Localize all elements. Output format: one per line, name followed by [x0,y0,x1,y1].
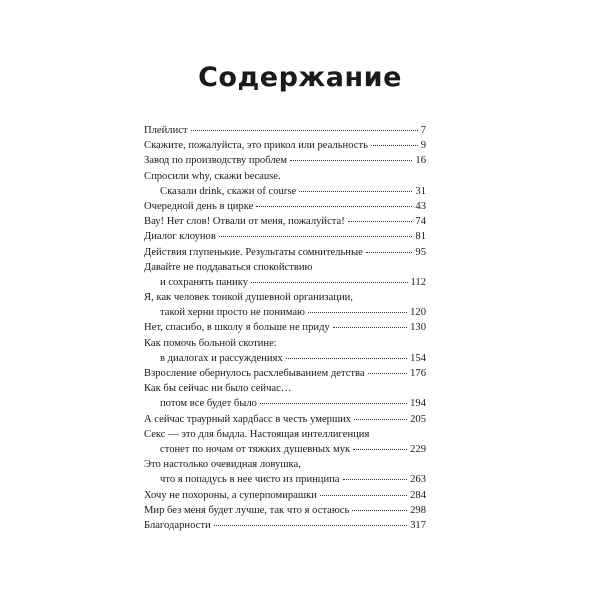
toc-page-number: 95 [415,246,426,258]
toc-entry-title: Очередной день в цирке [144,200,254,212]
toc-entry-title: Нет, спасибо, в школу я больше не приду [144,322,330,334]
toc-page-number: 130 [410,322,426,334]
toc-entry-title: Плейлист [144,125,188,136]
toc-entry-title: Я, как человек тонкой душевной организации, [144,292,353,304]
toc-dot-leader [214,525,407,526]
toc-dot-leader [286,358,407,359]
toc-entry [144,245,426,260]
toc-page-number: 81 [415,231,426,243]
toc-page-number: 263 [410,474,426,486]
toc-entry [144,336,426,366]
toc-entry-title: Спросили why, скажи because. [144,170,281,182]
toc-page-number: 120 [410,307,426,319]
toc-entry-title: что я попадусь в нее чисто из принципа [160,474,340,486]
toc-entry-line [144,427,426,442]
toc-entry [144,412,426,427]
toc-dot-leader [320,495,407,496]
toc-entry-title: Секс — это для быдла. Настоящая интеллигенция [144,428,370,440]
toc-entry-title: Это настолько очевидная ловушка, [144,459,301,471]
toc-entry-title: потом все будет было [160,398,257,410]
toc-entry-line [144,488,426,503]
toc-dot-leader [366,252,413,253]
toc-dot-leader [308,312,407,313]
toc-entry [144,290,426,320]
toc-entry-title: А сейчас траурный хардбасс в честь умерших [144,413,352,425]
toc-entry-line [144,199,426,214]
toc-dot-leader [219,236,413,237]
toc-entry-title: Благодарности [144,519,211,531]
toc-entry-title: Скажите, пожалуйста, это прикол или реальность [144,140,368,152]
page-title: Содержание [198,62,402,93]
toc-entry-line [144,169,426,184]
toc-page-number: 112 [410,276,426,288]
toc-entry-title: и сохранять панику [160,276,249,288]
toc-entry-line [144,320,426,335]
toc-entry-line [144,275,426,290]
toc-page-number: 317 [410,519,426,531]
toc-page-number: 43 [415,200,426,212]
toc-entry-title: Диалог клоунов [144,231,216,243]
toc-entry [144,518,426,533]
toc-entry [144,381,426,411]
toc-page-number: 298 [410,504,426,516]
toc-page-number: 176 [410,368,426,379]
toc-entry [144,138,426,153]
toc-dot-leader [299,191,412,192]
toc-page-number: 9 [420,140,426,152]
toc-page-number: 74 [415,216,426,228]
toc-entry-line [144,305,426,320]
toc-entry [144,320,426,335]
toc-page-number: 194 [410,398,426,410]
toc-entry-title: Взросление обернулось расхлебыванием детства [144,368,365,379]
toc-entry-title: такой херни просто не понимаю [160,307,305,319]
toc-entry-title: Завод по производству проблем [144,155,288,167]
toc-entry-title: Мир без меня будет лучше, так что я остаюсь [144,504,350,516]
toc-page-number: 205 [410,413,426,425]
toc-entry-title: Давайте не поддаваться спокойствию [144,261,313,273]
toc-dot-leader [343,479,408,480]
toc-entry-line [144,290,426,305]
toc-dot-leader [251,282,407,283]
toc-entry-line [144,336,426,351]
table-of-contents [144,123,426,533]
toc-entry [144,260,426,290]
toc-dot-leader [348,221,413,222]
toc-entry-title: стонет по ночам от тяжких душевных мук [160,443,351,455]
toc-page-number: 154 [410,352,426,364]
toc-entry-line [144,503,426,518]
toc-entry [144,488,426,503]
toc-entry-line [144,366,426,381]
toc-entry-line [144,381,426,396]
toc-entry-title: Хочу не похороны, а суперпомирашки [144,489,317,501]
toc-entry-title: Как бы сейчас ни было сейчас… [144,383,292,395]
toc-entry [144,457,426,487]
toc-entry-title: Вау! Нет слов! Отвали от меня, пожалуйста! [144,216,345,228]
toc-entry-title: Действия глупенькие. Результаты сомнительные [144,246,363,258]
toc-entry-line [144,214,426,229]
toc-entry [144,199,426,214]
toc-entry [144,123,426,138]
toc-dot-leader [352,510,407,511]
toc-entry-line [144,229,426,244]
toc-entry-title: Как помочь больной скотине: [144,337,277,349]
toc-dot-leader [260,403,407,404]
toc-entry-line [144,184,426,199]
toc-entry [144,169,426,199]
toc-dot-leader [333,327,407,328]
toc-entry [144,427,426,457]
toc-entry-line [144,123,426,138]
toc-entry-line [144,442,426,457]
toc-entry-line [144,396,426,411]
toc-dot-leader [353,449,407,450]
toc-entry [144,229,426,244]
toc-entry-line [144,457,426,472]
toc-entry-line [144,138,426,153]
toc-entry-line [144,412,426,427]
toc-entry [144,214,426,229]
toc-entry-line [144,518,426,533]
toc-entry-title: в диалогах и рассуждениях [160,352,283,364]
toc-dot-leader [371,145,418,146]
toc-dot-leader [256,206,412,207]
toc-dot-leader [290,160,412,161]
toc-dot-leader [191,130,418,131]
toc-entry-line [144,245,426,260]
toc-dot-leader [354,419,407,420]
toc-dot-leader [368,373,407,374]
toc-entry [144,503,426,518]
toc-entry-line [144,351,426,366]
toc-entry-line [144,260,426,275]
toc-entry-line [144,472,426,487]
toc-page-number: 16 [415,155,426,167]
toc-entry [144,366,426,381]
toc-page-number: 7 [420,125,426,136]
toc-entry [144,153,426,168]
toc-entry-line [144,153,426,168]
toc-entry-title: Сказали drink, скажи of course [160,185,297,197]
toc-page-number: 284 [410,489,426,501]
toc-page-number: 31 [415,185,426,197]
toc-page-number: 229 [410,443,426,455]
